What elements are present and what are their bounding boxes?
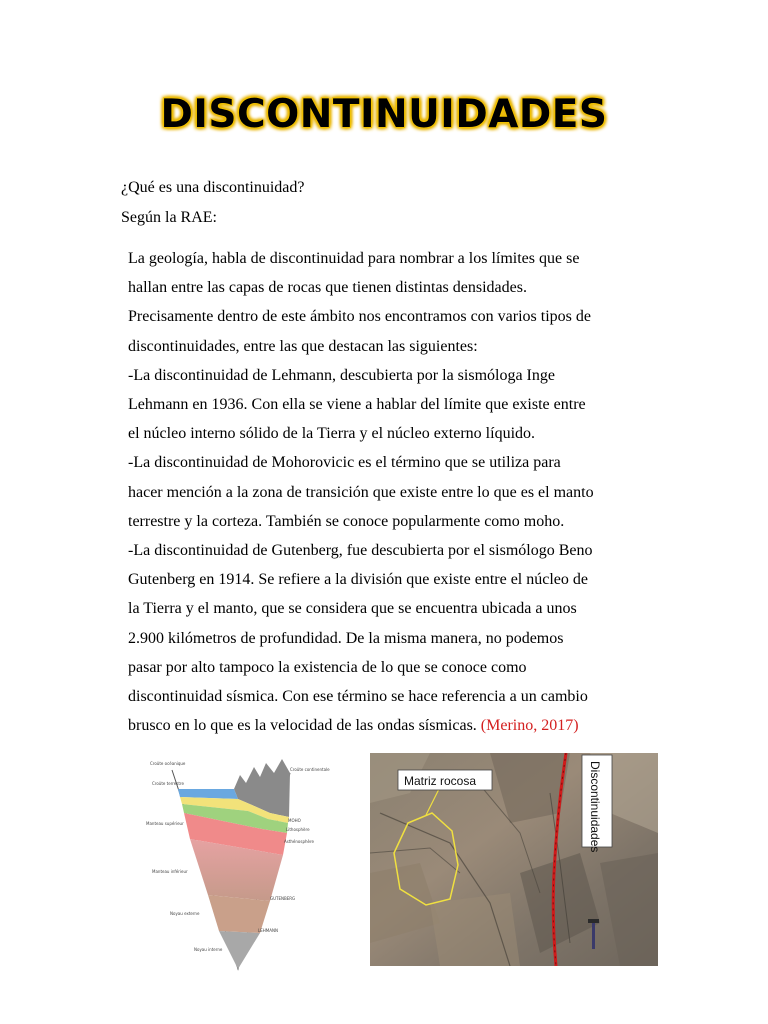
- paragraph-line: discontinuidades, entre las que destacan las siguientes:: [128, 337, 478, 355]
- citation: (Merino, 2017): [480, 717, 579, 735]
- label-moho: MOHO: [288, 818, 301, 823]
- inner-core-layer: [219, 931, 260, 969]
- paragraph-line-last: [128, 711, 653, 740]
- discontinuity-label: Discontinuidades: [588, 761, 602, 853]
- source-intro: Según la RAE:: [121, 209, 217, 226]
- page-title: DISCONTINUIDADES: [160, 92, 608, 137]
- paragraph-line: Lehmann en 1936. Con ella se viene a hablar del límite que existe entre: [128, 396, 586, 414]
- paragraph-line: hacer mención a la zona de transición que existe entre lo que es el manto: [128, 483, 594, 501]
- paragraph-line: La geología, habla de discontinuidad para nombrar a los límites que se: [128, 250, 580, 267]
- label-inner-core: Noyau interne: [194, 947, 223, 952]
- paragraph-text: brusco en lo que es la velocidad de las ondas sísmicas.: [128, 717, 477, 735]
- label-upper-mantle: Manteau supérieur: [146, 821, 184, 826]
- definition-paragraph: [128, 244, 653, 740]
- paragraph-line: Precisamente dentro de este ámbito nos encontramos con varios tipos de: [128, 308, 591, 326]
- paragraph-line: la Tierra y el manto, que se considera que se encuentra ubicada a unos: [128, 600, 577, 618]
- paragraph-line: -La discontinuidad de Lehmann, descubierta por la sismóloga Inge: [128, 366, 555, 384]
- paragraph-line: 2.900 kilómetros de profundidad. De la misma manera, no podemos: [128, 629, 564, 647]
- label-oceanic-crust: Croûte océanique: [150, 761, 186, 766]
- paragraph-line: Gutenberg en 1914. Se refiere a la división que existe entre el núcleo de: [128, 571, 588, 589]
- matrix-label: Matriz rocosa: [404, 774, 477, 788]
- paragraph-line: terrestre y la corteza. También se conoce popularmente como moho.: [128, 512, 565, 530]
- paragraph-line: -La discontinuidad de Gutenberg, fue descubierta por el sismólogo Beno: [128, 542, 593, 560]
- rock-discontinuity-photo: [370, 753, 658, 966]
- label-ocean-crust: Croûte terrestre: [152, 781, 184, 786]
- paragraph-line: pasar por alto tampoco la existencia de lo que se conoce como: [128, 658, 527, 676]
- paragraph-line: discontinuidad sísmica. Con ese término se hace referencia a un cambio: [128, 688, 588, 706]
- label-lehmann: LEHMANN: [258, 928, 278, 933]
- question-line: ¿Qué es una discontinuidad?: [121, 179, 305, 196]
- label-asthenosphere: Asthénosphère: [284, 839, 315, 844]
- label-lithosphere: Lithosphère: [286, 827, 310, 832]
- label-gutenberg: GUTENBERG: [270, 896, 296, 901]
- paragraph-line: hallan entre las capas de rocas que tienen distintas densidades.: [128, 279, 527, 297]
- earth-layers-diagram: [142, 755, 352, 975]
- paragraph-line: -La discontinuidad de Mohorovicic es el término que se utiliza para: [128, 454, 561, 472]
- label-outer-core: Noyau externe: [170, 911, 200, 916]
- label-lower-mantle: Manteau inférieur: [152, 869, 188, 874]
- label-continental-crust: Croûte continentale: [290, 767, 330, 772]
- paragraph-line: el núcleo interno sólido de la Tierra y el núcleo externo líquido.: [128, 425, 536, 443]
